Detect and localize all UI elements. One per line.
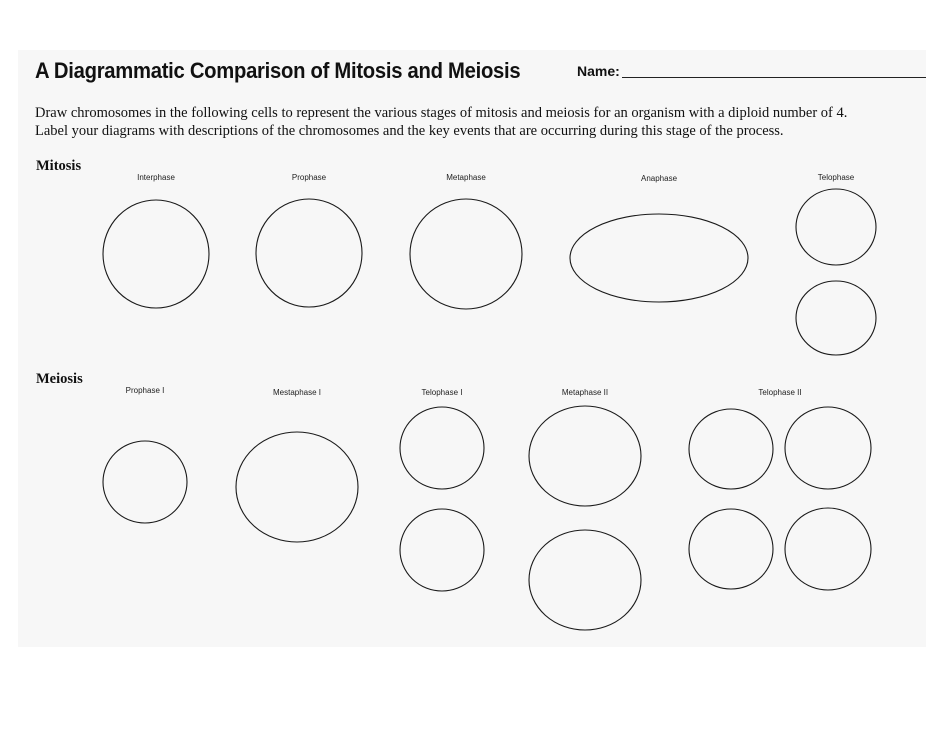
meiosis-metaphase-1-cell[interactable] bbox=[236, 432, 358, 542]
mitosis-anaphase-cell[interactable] bbox=[570, 214, 748, 302]
meiosis-heading: Meiosis bbox=[36, 371, 83, 387]
meiosis-telophase-2-cell-2[interactable] bbox=[785, 407, 871, 489]
mitosis-interphase-cell[interactable] bbox=[103, 200, 209, 308]
mitosis-stage-telophase-label: Telophase bbox=[817, 173, 855, 182]
meiosis-telophase-1-cell-top[interactable] bbox=[400, 407, 484, 489]
meiosis-stage-telophase-2-label: Telophase II bbox=[758, 388, 802, 397]
meiosis-stage-prophase-1-label: Prophase I bbox=[125, 386, 165, 395]
page-title: A Diagrammatic Comparison of Mitosis and Meiosis bbox=[35, 58, 521, 83]
meiosis-telophase-1-cell-bottom[interactable] bbox=[400, 509, 484, 591]
meiosis-metaphase-2-cell-bottom[interactable] bbox=[529, 530, 641, 630]
mitosis-stage-anaphase-label: Anaphase bbox=[640, 174, 678, 183]
meiosis-metaphase-2-cell-top[interactable] bbox=[529, 406, 641, 506]
meiosis-stage-metaphase-1-label: Mestaphase I bbox=[272, 388, 322, 397]
meiosis-telophase-2-cell-4[interactable] bbox=[785, 508, 871, 590]
meiosis-prophase-1-cell[interactable] bbox=[103, 441, 187, 523]
mitosis-telophase-cell-bottom[interactable] bbox=[796, 281, 876, 355]
meiosis-telophase-2-cell-3[interactable] bbox=[689, 509, 773, 589]
mitosis-telophase-cell-top[interactable] bbox=[796, 189, 876, 265]
name-label: Name: bbox=[577, 63, 620, 79]
mitosis-stage-metaphase-label: Metaphase bbox=[446, 173, 486, 182]
instructions-line-2: Label your diagrams with descriptions of the chromosomes and the key events that are occurring during this stage of the process. bbox=[35, 123, 784, 139]
meiosis-stage-telophase-1-label: Telophase I bbox=[421, 388, 463, 397]
meiosis-stage-metaphase-2-label: Metaphase II bbox=[561, 388, 609, 397]
instructions-line-1: Draw chromosomes in the following cells to represent the various stages of mitosis and meiosis for an organism with a diploid number of 4. bbox=[35, 105, 848, 121]
mitosis-heading: Mitosis bbox=[36, 158, 82, 174]
mitosis-prophase-cell[interactable] bbox=[256, 199, 362, 307]
meiosis-telophase-2-cell-1[interactable] bbox=[689, 409, 773, 489]
mitosis-metaphase-cell[interactable] bbox=[410, 199, 522, 309]
mitosis-stage-prophase-label: Prophase bbox=[291, 173, 327, 182]
mitosis-stage-interphase-label: Interphase bbox=[137, 173, 175, 182]
